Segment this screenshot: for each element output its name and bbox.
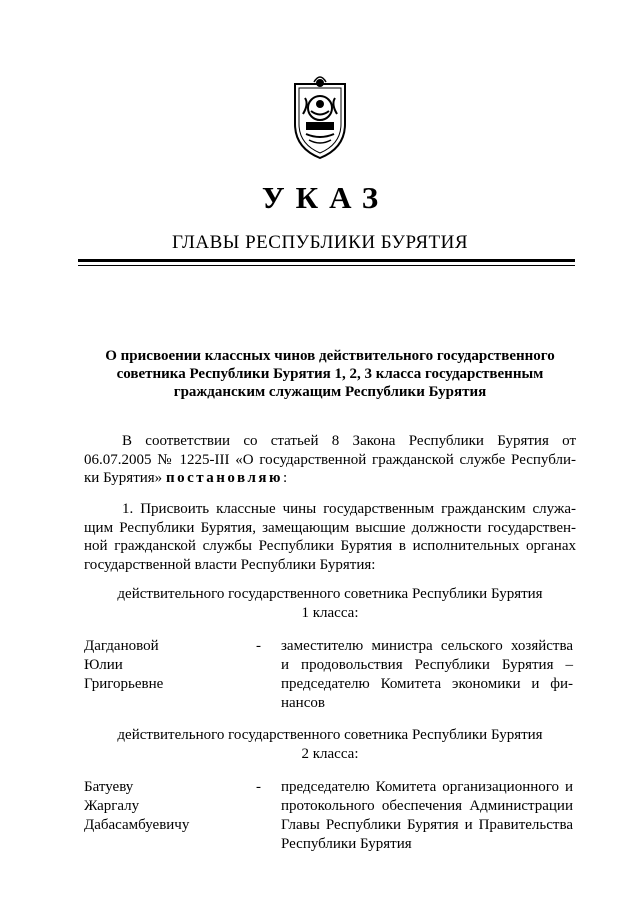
appointee-first-name: Юлии [84, 657, 123, 673]
rank-heading [84, 585, 576, 622]
item-1-paragraph [84, 500, 576, 574]
rank-heading-line: действительного государственного советника Республики Бурятия [117, 727, 543, 743]
heading-line: советника Республики Бурятия 1, 2, 3 класса государственным [116, 366, 544, 382]
position-line: протокольного обеспечения Администрации [281, 798, 573, 814]
rank-class: 1 класса: [301, 604, 359, 621]
header-divider-thin [78, 265, 575, 266]
item-1-line: щим Республики Бурятия, замещающим высшие должности государствен- [84, 519, 576, 536]
entry-dash: - [256, 779, 261, 795]
header-divider-thick [78, 259, 575, 262]
item-1-line: государственной власти Республики Бурятия: [84, 556, 376, 573]
rank-heading-line: действительного государственного советника Республики Бурятия [117, 586, 543, 602]
position-line: Республики Бурятия [281, 836, 412, 852]
intro-text: ки Бурятия» [84, 470, 163, 486]
intro-paragraph [84, 432, 576, 488]
entry-dash: - [256, 638, 261, 654]
decree-heading [90, 347, 570, 401]
position-line: нансов [281, 695, 325, 711]
decree-keyword: постановляю [165, 470, 283, 486]
appointee-surname: Дагдановой [84, 638, 159, 654]
position-line: председателю Комитета экономики и фи- [281, 676, 573, 692]
item-1-line: ной гражданской службы Республики Бурятия в исполнительных органах [84, 538, 576, 554]
heading-line: О присвоении классных чинов действительного государственного [105, 348, 555, 364]
appointee-first-name: Жаргалу [84, 798, 140, 814]
rank-class: 2 класса: [301, 745, 359, 762]
intro-colon: : [282, 470, 288, 486]
item-1-line: 1. Присвоить классные чины государственным гражданским служа- [122, 501, 576, 517]
appointee-surname: Батуеву [84, 779, 134, 795]
appointee-name [84, 637, 234, 694]
document-title: УКАЗ [261, 180, 390, 215]
appointee-name [84, 778, 234, 835]
buryatia-coat-of-arms-icon [291, 74, 349, 160]
rank-heading [84, 726, 576, 763]
appointee-position [281, 778, 573, 854]
intro-line [84, 469, 576, 488]
appointee-patronymic: Григорьевне [84, 676, 164, 692]
intro-line: В соответствии со статьей 8 Закона Республики Бурятия от [122, 433, 576, 449]
position-line: и продовольствия Республики Бурятия – [281, 657, 573, 673]
intro-line: 06.07.2005 № 1225-III «О государственной гражданской службе Республи- [84, 451, 576, 468]
appointee-position [281, 637, 573, 713]
position-line: председателю Комитета организационного и [281, 779, 573, 795]
appointee-patronymic: Дабасамбуевичу [84, 817, 190, 833]
position-line: заместителю министра сельского хозяйства [281, 638, 573, 654]
position-line: Главы Республики Бурятия и Правительства [281, 817, 573, 833]
document-subtitle: ГЛАВЫ РЕСПУБЛИКИ БУРЯТИЯ [171, 232, 469, 253]
heading-line: гражданским служащим Республики Бурятия [173, 384, 487, 400]
